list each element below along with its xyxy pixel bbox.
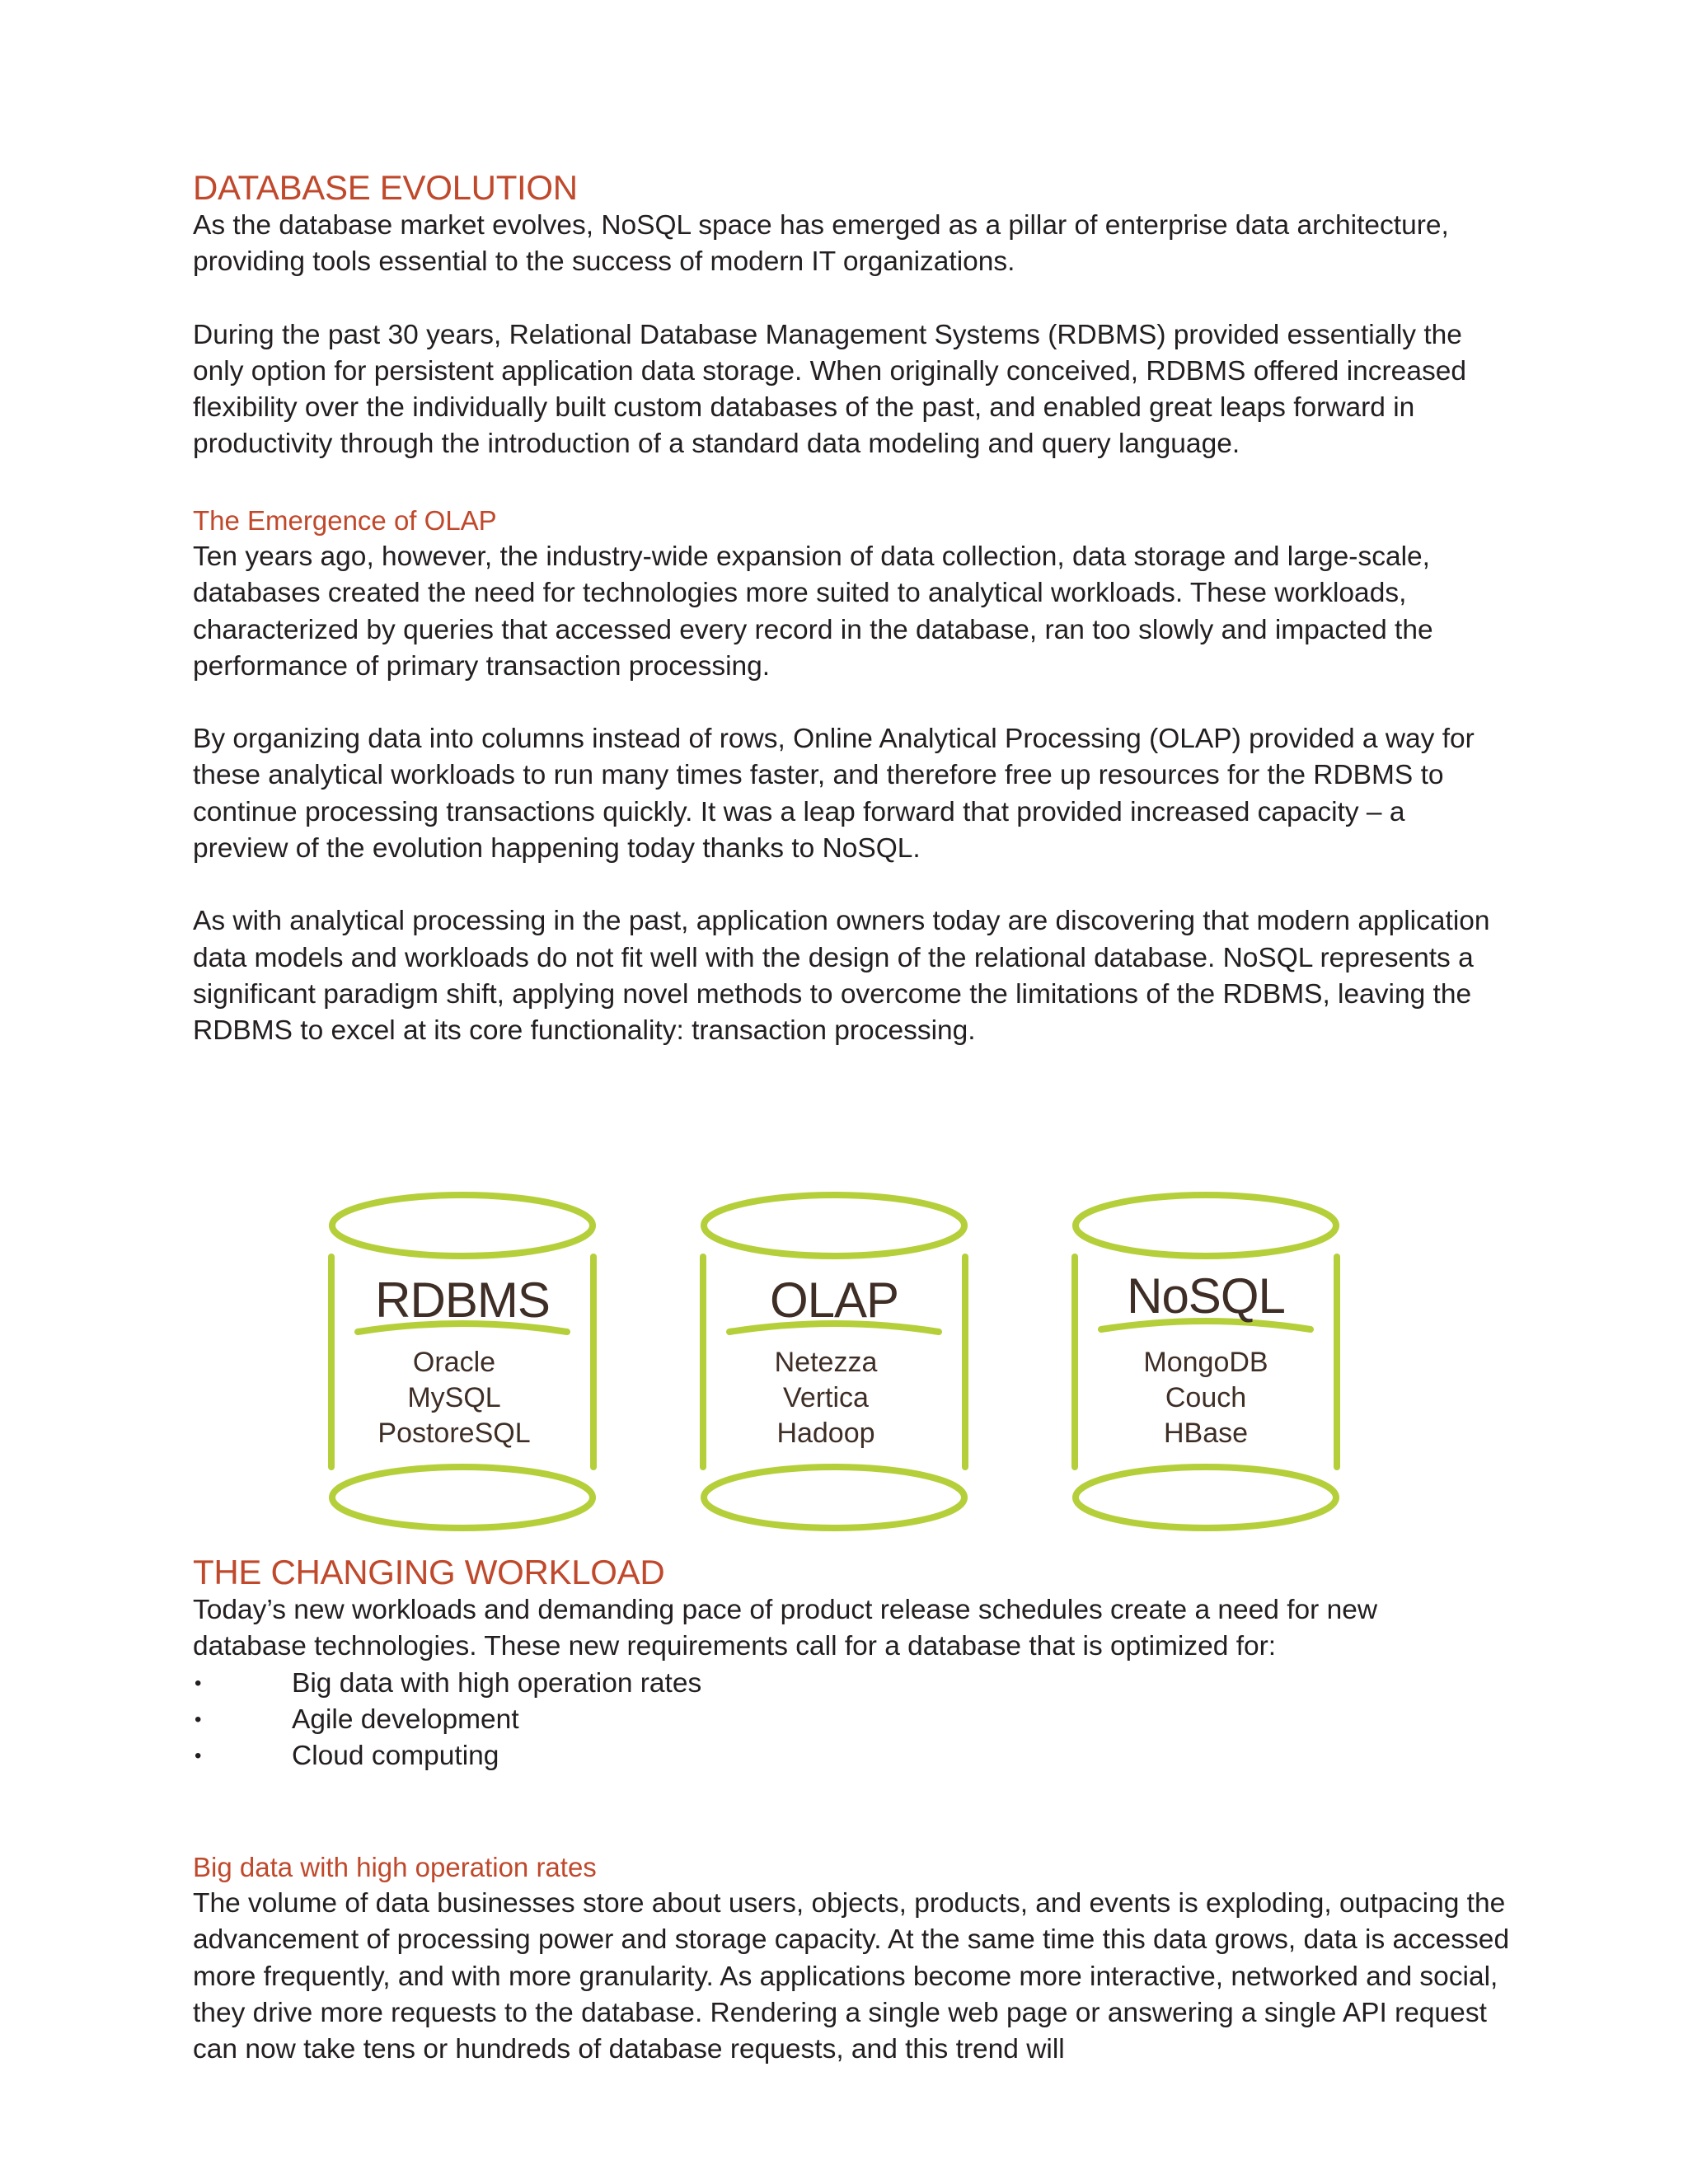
big-data-paragraph: The volume of data businesses store about users, objects, products, and events is exploding, outpacing the advancement of processing power and storage capacity. At the same time this data grows, data is accessed more frequently, and with more granularity. As applications become more interactive, networked and social, they drive more requests to the database. Rendering a single web page or answering a single API request can now take tens or hundreds of database requests, and this trend will: [193, 1888, 1510, 2065]
section-changing-workload: [193, 1553, 1512, 1774]
requirements-list: [193, 1666, 1512, 1775]
olap-paragraph-2: By organizing data into columns instead of rows, Online Analytical Processing (OLAP) provided a way for these analytical workloads to run many times faster, and therefore free up resources for the RDBMS to continue processing transactions quickly. It was a leap forward that provided increased capacity – a preview of the evolution happening today thanks to NoSQL.: [193, 724, 1475, 865]
bullet-icon: •: [195, 1671, 202, 1694]
database-types-diagram: [321, 1183, 1360, 1537]
section-heading: THE CHANGING WORKLOAD: [193, 1553, 665, 1591]
bullet-icon: •: [195, 1745, 202, 1768]
section-emergence-olap: [193, 503, 1512, 1050]
olap-item-netezza: Netezza: [774, 1347, 878, 1378]
nosql-item-mongodb: MongoDB: [1143, 1347, 1268, 1378]
list-item: • Cloud computing: [193, 1738, 1512, 1774]
section-big-data: [193, 1849, 1512, 2068]
olap-item-vertica: Vertica: [783, 1382, 869, 1413]
rdbms-paragraph: During the past 30 years, Relational Database Management Systems (RDBMS) provided essentially the only option for persistent application data storage. When originally conceived, RDBMS offered increased flexibility over the individually built custom databases of the past, and enabled great leaps forward in productivity through the introduction of a standard data modeling and query language.: [193, 319, 1466, 460]
rdbms-item-postoresql: PostoreSQL: [377, 1418, 531, 1449]
nosql-item-couch: Couch: [1165, 1382, 1247, 1413]
section-subheading: The Emergence of OLAP: [193, 505, 497, 536]
nosql-title: NoSQL: [1127, 1268, 1285, 1324]
list-item: • Big data with high operation rates: [193, 1666, 1512, 1702]
workload-intro-paragraph: Today’s new workloads and demanding pace of product release schedules create a need for new database technologies. These new requirements call for a database that is optimized for:: [193, 1595, 1378, 1662]
olap-paragraph-1: Ten years ago, however, the industry-wide expansion of data collection, data storage and large-scale, databases created the need for technologies more suited to analytical workloads. These workloads, characterized by queries that accessed every record in the database, ran too slowly and impacted the performance of primary transaction processing.: [193, 541, 1433, 682]
list-item: • Agile development: [193, 1702, 1512, 1738]
rdbms-item-mysql: MySQL: [407, 1382, 501, 1413]
section-subheading: Big data with high operation rates: [193, 1852, 597, 1882]
rdbms-item-oracle: Oracle: [412, 1347, 496, 1378]
olap-item-hadoop: Hadoop: [776, 1418, 875, 1449]
bullet-icon: •: [195, 1708, 202, 1731]
nosql-item-hbase: HBase: [1163, 1418, 1249, 1449]
intro-paragraph: As the database market evolves, NoSQL space has emerged as a pillar of enterprise data architecture, providing tools essential to the success of modern IT organizations.: [193, 210, 1449, 278]
section-database-evolution: [193, 168, 1512, 463]
rdbms-title: RDBMS: [375, 1272, 550, 1328]
olap-title: OLAP: [769, 1272, 899, 1328]
section-heading: DATABASE EVOLUTION: [193, 168, 578, 207]
olap-paragraph-3: As with analytical processing in the past, application owners today are discovering that modern application data models and workloads do not fit well with the design of the relational database. NoSQL represents a significant paradigm shift, applying novel methods to overcome the limitations of the RDBMS, leaving the RDBMS to excel at its core functionality: transaction processing.: [193, 906, 1490, 1047]
